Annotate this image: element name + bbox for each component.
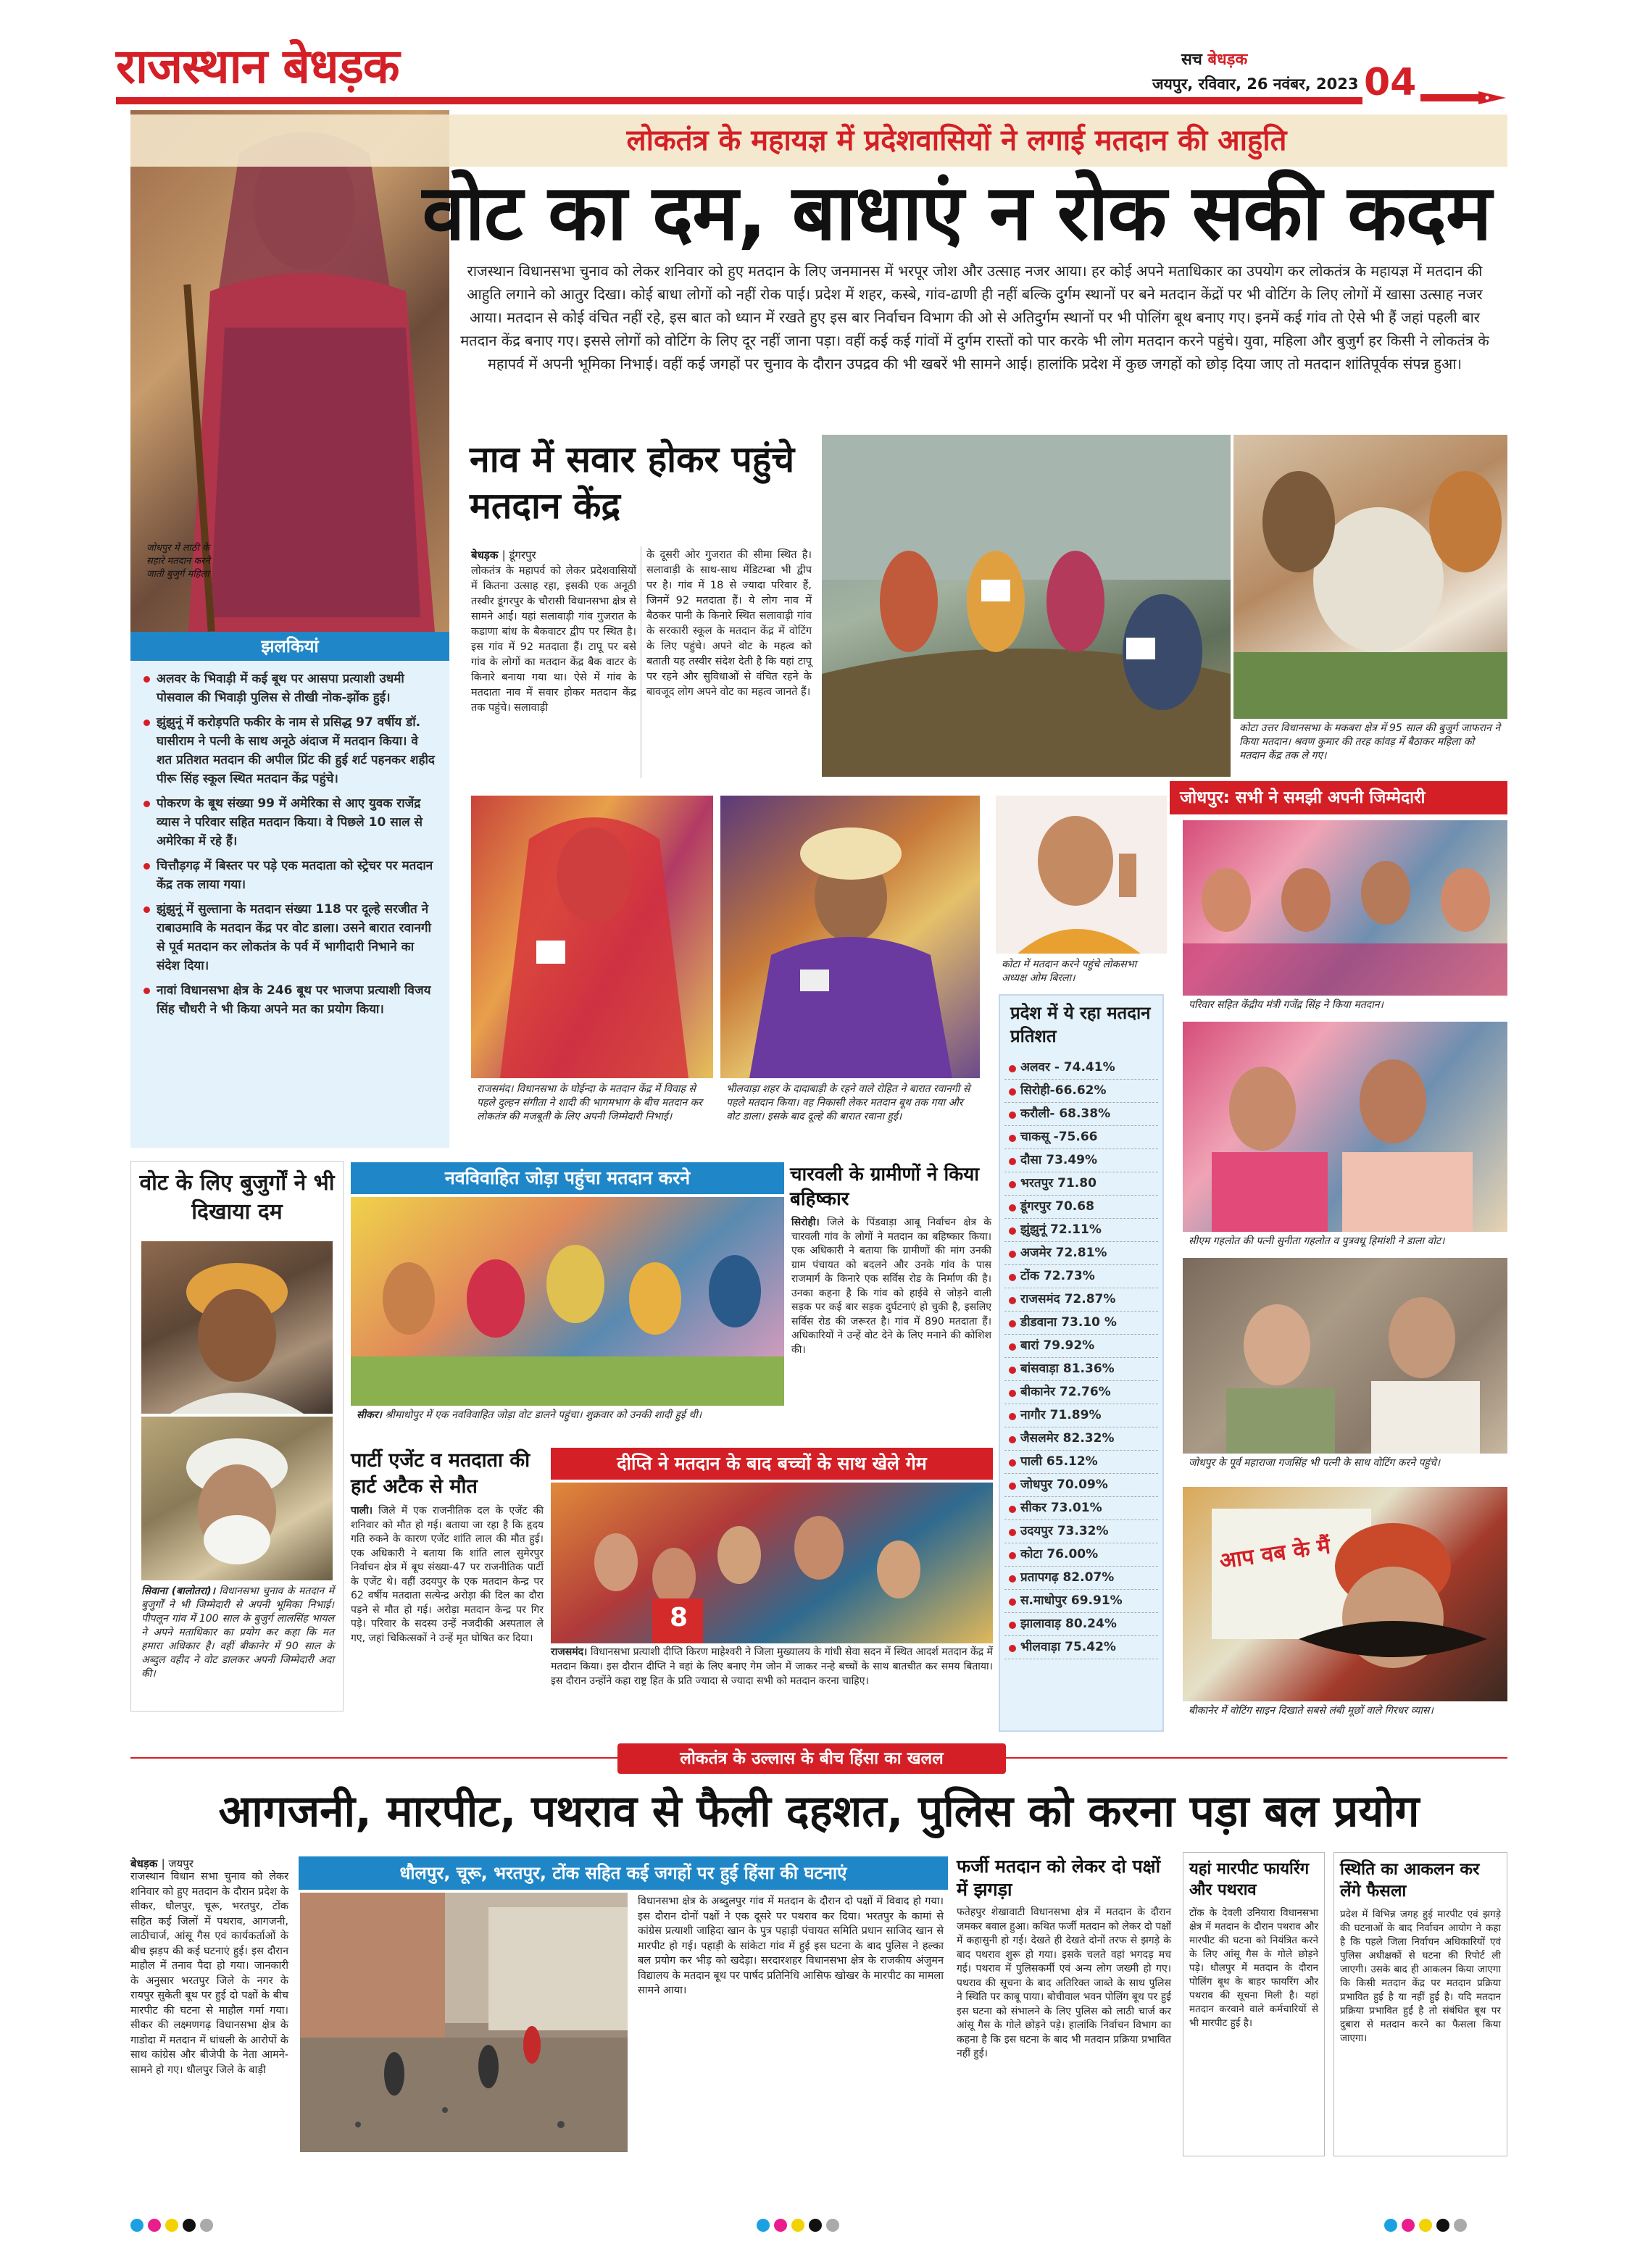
moustache-sign: आप वब के मैं	[1218, 1533, 1332, 1575]
elder1-photo	[141, 1241, 333, 1414]
elders-headline: वोट के लिए बुजुर्गों ने भी दिखाया दम	[139, 1170, 335, 1225]
percent-row: कोटा 76.00%	[1004, 1543, 1158, 1567]
percent-row: सिरोही-66.62%	[1004, 1080, 1158, 1103]
gajendra-caption: परिवार सहित केंद्रीय मंत्री गजेंद्र सिंह ने किया मतदान।	[1183, 996, 1507, 1015]
percent-title: प्रदेश में ये रहा मतदान प्रतिशत	[1010, 1003, 1151, 1046]
birla-photo	[996, 796, 1167, 954]
percent-row: नागौर 71.89%	[1004, 1404, 1158, 1427]
registration-dot	[148, 2219, 161, 2232]
jhalkiyan-list	[130, 661, 449, 1019]
percent-row: सीकर 73.01%	[1004, 1497, 1158, 1520]
elders-caption: सिवाना (बालोतरा)। विधानसभा चुनाव के मतदान में बुजुर्गों ने भी जिम्मेदारी से अपनी भूमिका निभाई। पीपलून गांव में 100 साल के बुजुर्ग लालसिंह भायल ने अपने मताधिकार का प्रयोग कर कहा कि मत हमारा अधिकार है। वहीं बीकानेर में 90 साल के अब्दुल वहीद ने वोट डालकर अपनी जिम्मेदारी अदा की।	[141, 1585, 334, 1680]
percent-row: जैसलमेर 82.32%	[1004, 1427, 1158, 1451]
registration-dot	[200, 2219, 213, 2232]
percent-list	[1000, 1056, 1162, 1659]
percent-row: बांसवाड़ा 81.36%	[1004, 1358, 1158, 1381]
violence-byline: बेधड़क | जयपुर	[130, 1857, 194, 1870]
violence-col1: राजस्थान विधान सभा चुनाव को लेकर शनिवार को हुए मतदान के दौरान प्रदेश के सीकर, धौलपुर, चूरू, भरतपुर, टोंक सहित कई जिलों में पथराव, आगजनी, लाठीचार्ज, आंसू गैस एवं कार्यकर्ताओं के बीच झड़प की कई घटनाएं हुई। इस दौरान माहौल में तनाव पैदा हो गया। जानकारी के अनुसार भरतपुर जिले के नगर के रायपुर सुकेती बूथ पर हुई दो पक्षों के बीच मारपीट की घटना से माहौल गर्मा गया। सीकर की लक्ष्मणगढ़ विधानसभा क्षेत्र के गाडोदा में मतदान में धांधली के आरोपों के साथ कांग्रेस और बीजेपी के नेता आमने-सामने हो गए। धौलपुर जिले के बाड़ी	[130, 1871, 288, 2076]
assess-box	[1333, 1852, 1507, 2156]
fake-vote-headline: फर्जी मतदान को लेकर दो पक्षों में झगड़ा	[957, 1856, 1161, 1900]
gajsingh-photo	[1183, 1258, 1507, 1454]
dateline: जयपुर, रविवार, 26 नवंबर, 2023	[1152, 75, 1359, 93]
percent-row: उदयपुर 73.32%	[1004, 1520, 1158, 1543]
assess-headline: स्थिति का आकलन कर लेंगे फैसला	[1340, 1860, 1480, 1901]
old-woman-caption: जोधपुर में लाठी के सहारे मतदान करने जाती बुजुर्ग महिला	[146, 543, 210, 580]
percent-row: दौसा 73.49%	[1004, 1149, 1158, 1172]
moustache-photo	[1183, 1487, 1507, 1701]
percent-box	[999, 994, 1164, 1732]
jhalkiyan-item: नावां विधानसभा क्षेत्र के 246 बूथ पर भाजपा प्रत्याशी विजय सिंह चौधरी ने भी किया अपने मत का प्रयोग किया।	[141, 981, 438, 1019]
boat-photo	[822, 435, 1231, 777]
jhalkiyan-box	[130, 632, 449, 1148]
percent-row: चाकसू -75.66	[1004, 1126, 1158, 1149]
percent-row: टोंक 72.73%	[1004, 1265, 1158, 1288]
shirt-number: 8	[670, 1603, 688, 1633]
elder2-photo	[141, 1417, 333, 1580]
registration-dot	[774, 2219, 787, 2232]
registration-dot	[130, 2219, 143, 2232]
registration-dot	[826, 2219, 839, 2232]
newlywed-headline: नवविवाहित जोड़ा पहुंचा मतदान करने	[351, 1162, 784, 1194]
percent-row: बीकानेर 72.76%	[1004, 1381, 1158, 1404]
registration-dot	[1384, 2219, 1397, 2232]
percent-row: राजसमंद 72.87%	[1004, 1288, 1158, 1312]
newlywed-photo	[351, 1197, 784, 1407]
gehlot-family-photo	[1183, 1022, 1507, 1232]
sach-bedhadak-tag: सच बेधड़क	[1181, 51, 1248, 69]
jodhpur-title: जोधपुर: सभी ने समझी अपनी जिम्मेदारी	[1170, 781, 1507, 814]
registration-dot	[1402, 2219, 1415, 2232]
gehlot-family-caption: सीएम गहलोत की पत्नी सुनीता गहलोत व पुत्रवधू हिमांशी ने डाला वोट।	[1183, 1232, 1507, 1251]
violence-headline: आगजनी, मारपीट, पथराव से फैली दहशत, पुलिस को करना पड़ा बल प्रयोग	[218, 1786, 1420, 1837]
assess-text: प्रदेश में विभिन्न जगह हुई मारपीट एवं झगड़े की घटनाओं के बाद निर्वाचन आयोग ने कहा है कि पहले जिला निर्वाचन अधिकारियों एवं पुलिस अधीक्षकों से घटना की रिपोर्ट ली जाएगी। उसके बाद ही आकलन किया जाएगा कि किसी मतदान केंद्र पर मतदान प्रक्रिया प्रभावित हुई है या नहीं हुई है। यदि मतदान प्रक्रिया प्रभावित हुई है तो संबंधित बूथ पर दुबारा से मतदान करने का फैसला किया जाएगा।	[1340, 1909, 1501, 2044]
reg-marks-left	[130, 2219, 217, 2235]
registration-dot	[1454, 2219, 1467, 2232]
boat-col2: के दूसरी ओर गुजरात की सीमा स्थित है। सलावाड़ी के साथ-साथ मेंडिटम्बा भी द्वीप पर है। गांव में 18 से ज्यादा परिवार हैं, जिनमें 92 मतदाता हैं। ये लोग नाव में बैठकर पानी के किनारे स्थित सलावाड़ी गांव के सरकारी स्कूल के मतदान केंद्र में वोटिंग के लिए पहुंचे। अपने वोट के महत्व को बताती यह तस्वीर संदेश देती है कि यहां टापू पर रहने और सुविधाओं से वंचित रहने के बावजूद लोग अपने वोट का महत्व जानते हैं।	[646, 549, 812, 698]
percent-row: झुंझुनूं 72.11%	[1004, 1219, 1158, 1242]
top-intro: राजस्थान विधानसभा चुनाव को लेकर शनिवार को हुए मतदान के लिए जनमानस में भरपूर जोश और उत्साह नजर आया। हर कोई अपने मताधिकार का उपयोग कर लोकतंत्र के महायज्ञ में मतदान की आहुति लगाने को आतुर दिखा। कोई बाधा लोगों को नहीं रोक पाई। प्रदेश में शहर, कस्बे, गांव-ढाणी ही नहीं बल्कि दुर्गम स्थानों पर बने मतदान केंद्रों पर भी वोटिंग के लिए लोगों में खासा उत्साह नजर आया। मतदान से कोई वंचित नहीं रहे, इस बात को ध्यान में रखते हुए इस बार निर्वाचन विभाग की ओ से अतिदुर्गम स्थानों पर भी पोलिंग बूथ बनाए गए। इनमें कई गांव तो ऐसे भी हैं जहां पहली बार मतदान केंद्र बनाए गए। इससे लोगों को वोटिंग के लिए दूर नहीं जाना पड़ा। वहीं कई कई गांवों में दुर्गम रास्तों को पार करके भी लोग मतदान करने पहुंचे। युवा, महिला और बुजुर्ग हर किसी ने लोकतंत्र के महापर्व में अपनी भूमिका निभाई। वहीं कई जगहों पर चुनाव के दौरान उपद्रव की भी खबरें भी सामने आई। हालांकि प्रदेश में कुछ जगहों को छोड़ दिया जाए तो मतदान शांतिपूर्वक संपन्न हुआ।	[460, 262, 1489, 372]
brand-logo: राजस्थान बेधड़क	[116, 38, 399, 94]
fake-vote-text: फतेहपुर शेखावाटी विधानसभा क्षेत्र में मतदान के दौरान जमकर बवाल हुआ। कथित फर्जी मतदान को लेकर दो पक्षों में कहासुनी हो गई। देखते ही देखते दोनों तरफ से झगड़े के बाद पथराव शुरू हो गया। इसके चलते वहां भगदड़ मच गई। पथराव में पुलिसकर्मी एवं अन्य लोग जख्मी हो गए। पथराव की सूचना के बाद अतिरिक्त जाब्ते के साथ पुलिस ने स्थिति पर काबू पाया। बोचीवाल भवन पोलिंग बूथ पर हुई इस घटना को संभालने के लिए पुलिस को लाठी चार्ज कर आंसू गैस के गोले छोड़ने पड़े। हालांकि निर्वाचन विभाग का कहना है कि इस घटना के बाद भी मतदान प्रक्रिया प्रभावित नहीं हुई।	[957, 1906, 1171, 2059]
percent-row: झालावाड़ 80.24%	[1004, 1613, 1158, 1636]
firing-box	[1183, 1852, 1325, 2156]
jhalkiyan-item: झुंझुनूं में सुल्ताना के मतदान संख्या 118 पर दूल्हे सरजीत ने राबाउमावि के मतदान केंद्र पर वोट डाला। उसने बारात रवानगी से पूर्व मतदान कर लोकतंत्र के पर्व में भागीदारी निभाने का संदेश दिया।	[141, 900, 438, 975]
registration-dot	[809, 2219, 822, 2232]
percent-row: भीलवाड़ा 75.42%	[1004, 1636, 1158, 1659]
reg-marks-right	[1384, 2219, 1471, 2235]
page-number: 04	[1364, 61, 1417, 104]
percent-row: जोधपुर 70.09%	[1004, 1474, 1158, 1497]
percent-row: बारां 79.92%	[1004, 1335, 1158, 1358]
bride-caption: राजसमंद। विधानसभा के घोईन्दा के मतदान केंद्र में विवाह से पहले दुल्हन संगीता ने शादी की भागमभाग के बीच मतदान कर लोकतंत्र की मजबूती के लिए अपनी जिम्मेदारी निभाई।	[471, 1080, 713, 1127]
masthead	[116, 38, 1507, 104]
heart-text: पाली। जिले में एक राजनीतिक दल के एजेंट की शनिवार को मौत हो गई। बताया जा रहा है कि हृदय गति रुकने के कारण एजेंट शांति लाल की मौत हुई। एक अधिकारी ने बताया कि शांति लाल सुमेरपुर निर्वाचन क्षेत्र में बूथ संख्या-47 पर राजनीतिक पार्टी के एजेंट थे। वहीं उदयपुर के एक मतदान केन्द्र पर 62 वर्षीय मतदाता सत्येन्द्र अरोड़ा की दिल का दौरा पड़ने से मौत हो गई। अरोड़ा मतदान केन्द्र पर गिर पड़े। परिवार के सदस्य उन्हें नजदीकी अस्पताल ले गए, जहां चिकित्सकों ने उन्हें मृत घोषित कर दिया।	[351, 1505, 544, 1644]
pen-nib-icon	[1420, 88, 1506, 106]
top-kicker-text: लोकतंत्र के महायज्ञ में प्रदेशवासियों ने लगाई मतदान की आहुति	[626, 124, 1287, 157]
boycott-headline: चारवली के ग्रामीणों ने किया बहिष्कार	[790, 1164, 980, 1210]
deepti-photo	[551, 1483, 993, 1643]
violence-kicker: लोकतंत्र के उल्लास के बीच हिंसा का खलल	[617, 1743, 1006, 1774]
jhalkiyan-title: झलकियां	[130, 632, 449, 661]
registration-dot	[791, 2219, 804, 2232]
elders-box	[130, 1161, 344, 1712]
registration-dot	[1436, 2219, 1449, 2232]
boat-headline: नाव में सवार होकर पहुंचे मतदान केंद्र	[470, 438, 795, 527]
percent-row: भरतपुर 71.80	[1004, 1172, 1158, 1196]
violence-col2: विधानसभा क्षेत्र के अब्दुलपुर गांव में मतदान के दौरान दो पक्षों में विवाद हो गया। इस दौरान दोनों पक्षों ने एक दूसरे पर पथराव कर दिया। भरतपुर के कामां से कांग्रेस प्रत्याशी जाहिदा खान के पुत्र पहाड़ी पंचायत समिति प्रधान साजिद खान से मारपीट हो गई। पहाड़ी के सांकेटा गांव में हुई इस घटना के बाद पुलिस ने हल्का बल प्रयोग कर भीड़ को खदेड़ा। सरदारशहर विधानसभा क्षेत्र के राजकीय अंजुमन विद्यालय के मतदान बूथ पर पार्षद प्रतिनिधि आसिफ खोखर के मारपीट का मामला सामने आया।	[638, 1896, 944, 1996]
deepti-text: राजसमंद। विधानसभा प्रत्याशी दीप्ति किरण माहेश्वरी ने जिला मुख्यालय के गांधी सेवा सदन में स्थित आदर्श मतदान केंद्र में मतदान किया। इस दौरान दीप्ति ने वहां के लिए बनाए गेम जोन में जाकर नन्हे बच्चों के साथ बातचीत कर समय बिताया। इस दौरान उन्होंने कहा राष्ट्र हित के प्रति ज्यादा से ज्यादा सभी को मतदान करना चाहिए।	[551, 1646, 994, 1687]
firing-text: टोंक के देवली उनियारा विधानसभा क्षेत्र में मतदान के दौरान पथराव और मारपीट की घटना को नियंत्रित करने के लिए आंसू गैस के गोले छोड़ने पड़े। धौलपुर में मतदान के दौरान पोलिंग बूथ के बाहर फायरिंग और पथराव की सूचना मिली है। यहां मतदान करवाने वाले कर्मचारियों से भी मारपीट हुई है।	[1189, 1907, 1318, 2029]
firing-headline: यहां मारपीट फायरिंग और पथराव	[1189, 1860, 1310, 1899]
heart-headline: पार्टी एजेंट व मतदाता की हार्ट अटैक से मौत	[351, 1449, 530, 1498]
gajendra-photo	[1183, 820, 1507, 996]
boat-col1: लोकतंत्र के महापर्व को लेकर प्रदेशवासियों में कितना उत्साह रहा, इसकी एक अनूठी तस्वीर डूंगरपुर के चौरासी विधानसभा क्षेत्र से सामने आई। यहां सलावाड़ी गांव गुजरात के कडाणा बांध के बैकवाटर द्वीप पर स्थित है। इस गांव में 92 मतदाता हैं। टापू पर बसे गांव के लोगों का मतदान केंद्र बैक वाटर के किनारे बनाया गया था। ऐसे में गांव के मतदाता नाव में सवार होकर मतदान केंद्र तक पहुंचे। सलावाड़ी	[471, 565, 636, 714]
percent-row: डूंगरपुर 70.68	[1004, 1196, 1158, 1219]
violence-photo	[300, 1893, 628, 2152]
jhalkiyan-item: चित्तौड़गढ़ में बिस्तर पर पड़े एक मतदाता को स्ट्रेचर पर मतदान केंद्र तक लाया गया।	[141, 856, 438, 894]
moustache-caption: बीकानेर में वोटिंग साइन दिखाते सबसे लंबी मूछों वाले गिरधर व्यास।	[1183, 1701, 1507, 1721]
bride-photo	[471, 796, 713, 1078]
percent-row: स.माधोपुर 69.91%	[1004, 1590, 1158, 1613]
percent-row: अजमेर 72.81%	[1004, 1242, 1158, 1265]
kota-kanwad-photo	[1233, 435, 1507, 719]
old-woman-photo	[130, 110, 449, 632]
jhalkiyan-item: अलवर के भिवाड़ी में कई बूथ पर आसपा प्रत्याशी उधमी पोसवाल की भिवाड़ी पुलिस से तीखी नोक-झोंक हुई।	[141, 670, 438, 707]
boat-byline: बेधड़क | डूंगरपुर	[471, 549, 536, 562]
jhalkiyan-item: पोकरण के बूथ संख्या 99 में अमेरिका से आए युवक राजेंद्र व्यास ने परिवार सहित मतदान किया। वे पिछले 10 साल से अमेरिका में रहे हैं।	[141, 794, 438, 851]
boycott-text: सिरोही। जिले के पिंडवाड़ा आबू निर्वाचन क्षेत्र के चारवली गांव के लोगों ने मतदान का बहिष्कार किया। एक अधिकारी ने बताया कि ग्रामीणों की मांग उनकी ग्राम पंचायत को बदलने और उनके गांव के पास राजमार्ग के किनारे एक सर्विस रोड के निर्माण की है। उनका कहना है कि गांव को हाईवे से जोड़ने वाली सड़क पर कई बार सड़क दुर्घटनाएं हो चुकी है, इसलिए सर्विस रोड की जरूरत है। गांव में 890 मतदाता हैं। अधिकारियों ने उन्हें वोट देने के लिए मनाने की कोशिश की।	[791, 1217, 991, 1356]
registration-dot	[165, 2219, 178, 2232]
groom-caption: भीलवाड़ा शहर के दादाबाड़ी के रहने वाले रोहित ने बारात रवानगी से पहले मतदान किया। वह निकासी लेकर मतदान बूथ तक गया और वोट डाला। इसके बाद दूल्हे की बारात रवाना हुई।	[720, 1080, 980, 1127]
groom-photo	[720, 796, 980, 1078]
registration-dot	[1419, 2219, 1432, 2232]
reg-marks-center	[757, 2219, 844, 2235]
percent-row: अलवर - 74.41%	[1004, 1056, 1158, 1080]
top-headline: वोट का दम, बाधाएं न रोक सकी कदम	[422, 168, 1491, 257]
percent-row: पाली 65.12%	[1004, 1451, 1158, 1474]
red-rule	[116, 97, 1362, 104]
birla-caption: कोटा में मतदान करने पहुंचे लोकसभा अध्यक्ष ओम बिरला।	[996, 955, 1167, 988]
kota-kanwad-caption: कोटा उत्तर विधानसभा के मकबरा क्षेत्र में 95 साल की बुजुर्ग जाफरान ने किया मतदान। श्रवण कुमार की तरह कांवड़ में बैठाकर महिला को मतदान केंद्र तक ले गए।	[1233, 719, 1507, 766]
registration-dot	[183, 2219, 196, 2232]
jhalkiyan-item: झुंझुनूं में करोड़पति फकीर के नाम से प्रसिद्ध 97 वर्षीय डॉ. घासीराम ने पत्नी के साथ अनूठे अंदाज में मतदान किया। वे शत प्रतिशत मतदान की अपील प्रिंट की हुई शर्ट पहनकर शहीद पीरू सिंह स्कूल स्थित मतदान केंद्र पहुंचे।	[141, 713, 438, 788]
deepti-headline: दीप्ति ने मतदान के बाद बच्चों के साथ खेले गेम	[551, 1448, 993, 1480]
gajsingh-caption: जोधपुर के पूर्व महाराजा गजसिंह भी पत्नी के साथ वोटिंग करने पहुंचे।	[1183, 1454, 1507, 1473]
percent-row: प्रतापगढ़ 82.07%	[1004, 1567, 1158, 1590]
percent-row: करौली- 68.38%	[1004, 1103, 1158, 1126]
newlywed-caption: सीकर। श्रीमाधोपुर में एक नवविवाहित जोड़ा वोट डालने पहुंचा। शुक्रवार को उनकी शादी हुई थी।	[351, 1406, 784, 1425]
violence-strip: धौलपुर, चूरू, भरतपुर, टोंक सहित कई जगहों पर हुई हिंसा की घटनाएं	[299, 1856, 948, 1890]
registration-dot	[757, 2219, 770, 2232]
percent-row: डीडवाना 73.10 %	[1004, 1312, 1158, 1335]
